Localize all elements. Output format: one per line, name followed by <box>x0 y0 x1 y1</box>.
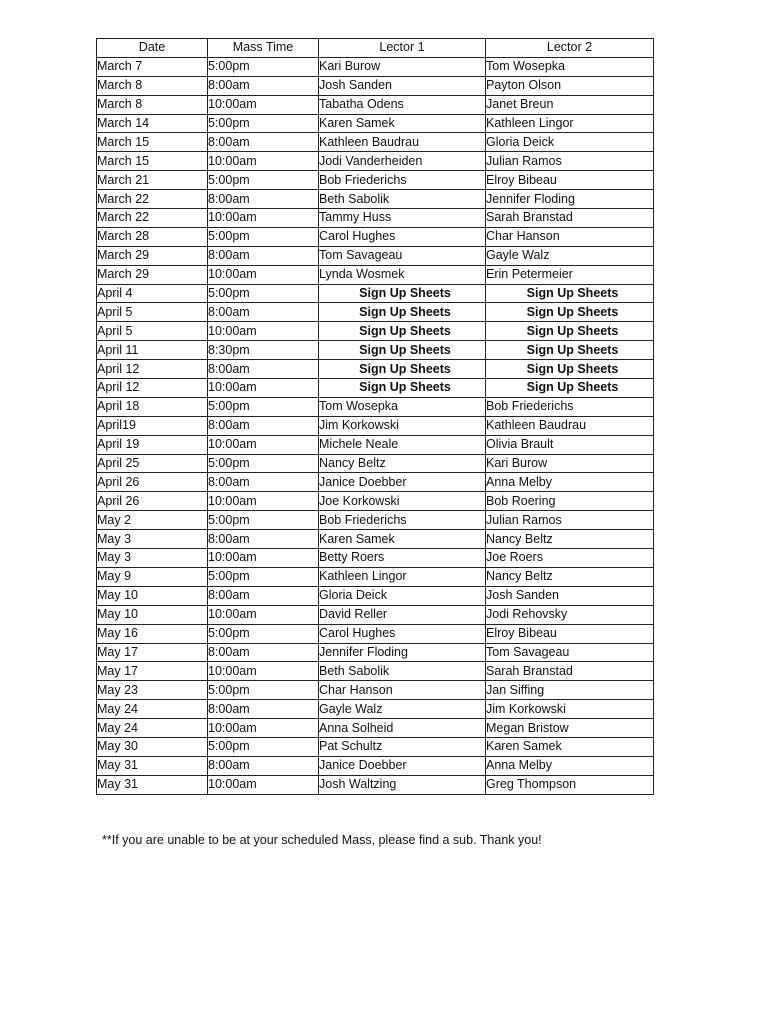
table-row <box>97 549 654 568</box>
date-cell: April19 <box>97 416 208 435</box>
lector-1-cell: Pat Schultz <box>319 737 486 756</box>
lector-1-cell: Gayle Walz <box>319 700 486 719</box>
column-header-lector-2: Lector 2 <box>486 39 654 58</box>
lector-2-cell: Sign Up Sheets <box>486 341 654 360</box>
date-cell: May 17 <box>97 662 208 681</box>
lector-2-cell: Jan Siffing <box>486 681 654 700</box>
lector-2-cell: Tom Wosepka <box>486 57 654 76</box>
lector-schedule-table <box>96 38 654 795</box>
mass-time-cell: 10:00am <box>208 662 319 681</box>
date-cell: April 5 <box>97 322 208 341</box>
table-row <box>97 341 654 360</box>
table-row <box>97 586 654 605</box>
date-cell: May 3 <box>97 530 208 549</box>
lector-2-cell: Sign Up Sheets <box>486 322 654 341</box>
table-row <box>97 719 654 738</box>
mass-time-cell: 10:00am <box>208 775 319 794</box>
mass-time-cell: 8:00am <box>208 303 319 322</box>
mass-time-cell: 8:00am <box>208 756 319 775</box>
table-row <box>97 360 654 379</box>
date-cell: April 12 <box>97 360 208 379</box>
lector-2-cell: Gayle Walz <box>486 246 654 265</box>
table-row <box>97 284 654 303</box>
lector-1-cell: Kathleen Baudrau <box>319 133 486 152</box>
table-row <box>97 492 654 511</box>
mass-time-cell: 5:00pm <box>208 681 319 700</box>
lector-1-cell: Gloria Deick <box>319 586 486 605</box>
lector-2-cell: Sign Up Sheets <box>486 284 654 303</box>
table-row <box>97 435 654 454</box>
date-cell: May 16 <box>97 624 208 643</box>
lector-1-cell: Janice Doebber <box>319 473 486 492</box>
date-cell: April 11 <box>97 341 208 360</box>
lector-2-cell: Erin Petermeier <box>486 265 654 284</box>
table-row <box>97 775 654 794</box>
lector-1-cell: Beth Sabolik <box>319 662 486 681</box>
lector-1-cell: Josh Waltzing <box>319 775 486 794</box>
lector-1-cell: Betty Roers <box>319 549 486 568</box>
table-row <box>97 737 654 756</box>
lector-2-cell: Gloria Deick <box>486 133 654 152</box>
lector-2-cell: Sign Up Sheets <box>486 379 654 398</box>
lector-1-cell: Carol Hughes <box>319 227 486 246</box>
mass-time-cell: 10:00am <box>208 605 319 624</box>
lector-1-cell: Jennifer Floding <box>319 643 486 662</box>
table-row <box>97 190 654 209</box>
lector-1-cell: Tammy Huss <box>319 209 486 228</box>
date-cell: March 8 <box>97 95 208 114</box>
table-row <box>97 662 654 681</box>
lector-1-cell: Jodi Vanderheiden <box>319 152 486 171</box>
lector-2-cell: Janet Breun <box>486 95 654 114</box>
date-cell: March 28 <box>97 227 208 246</box>
mass-time-cell: 8:00am <box>208 360 319 379</box>
lector-2-cell: Elroy Bibeau <box>486 171 654 190</box>
table-row <box>97 246 654 265</box>
date-cell: May 31 <box>97 756 208 775</box>
mass-time-cell: 5:00pm <box>208 284 319 303</box>
lector-2-cell: Elroy Bibeau <box>486 624 654 643</box>
lector-2-cell: Megan Bristow <box>486 719 654 738</box>
lector-1-cell: Janice Doebber <box>319 756 486 775</box>
table-row <box>97 322 654 341</box>
mass-time-cell: 10:00am <box>208 379 319 398</box>
table-row <box>97 379 654 398</box>
table-row <box>97 57 654 76</box>
lector-2-cell: Kathleen Lingor <box>486 114 654 133</box>
lector-2-cell: Sarah Branstad <box>486 662 654 681</box>
lector-1-cell: Carol Hughes <box>319 624 486 643</box>
table-row <box>97 152 654 171</box>
mass-time-cell: 5:00pm <box>208 227 319 246</box>
lector-2-cell: Sign Up Sheets <box>486 303 654 322</box>
date-cell: May 9 <box>97 567 208 586</box>
date-cell: April 5 <box>97 303 208 322</box>
footnote: **If you are unable to be at your scheduled Mass, please find a sub. Thank you! <box>102 833 542 847</box>
lector-2-cell: Olivia Brault <box>486 435 654 454</box>
mass-time-cell: 5:00pm <box>208 114 319 133</box>
table-row <box>97 756 654 775</box>
mass-time-cell: 10:00am <box>208 322 319 341</box>
mass-time-cell: 10:00am <box>208 435 319 454</box>
mass-time-cell: 8:00am <box>208 473 319 492</box>
table-row <box>97 209 654 228</box>
mass-time-cell: 8:00am <box>208 190 319 209</box>
lector-2-cell: Anna Melby <box>486 473 654 492</box>
lector-1-cell: Sign Up Sheets <box>319 322 486 341</box>
lector-2-cell: Josh Sanden <box>486 586 654 605</box>
table-row <box>97 76 654 95</box>
lector-1-cell: Jim Korkowski <box>319 416 486 435</box>
mass-time-cell: 5:00pm <box>208 511 319 530</box>
lector-2-cell: Nancy Beltz <box>486 567 654 586</box>
table-row <box>97 454 654 473</box>
lector-1-cell: Sign Up Sheets <box>319 341 486 360</box>
table-row <box>97 227 654 246</box>
mass-time-cell: 8:00am <box>208 643 319 662</box>
lector-2-cell: Sign Up Sheets <box>486 360 654 379</box>
date-cell: March 22 <box>97 209 208 228</box>
table-body <box>97 57 654 794</box>
lector-1-cell: Char Hanson <box>319 681 486 700</box>
table-row <box>97 416 654 435</box>
lector-1-cell: Bob Friederichs <box>319 171 486 190</box>
lector-1-cell: Karen Samek <box>319 114 486 133</box>
date-cell: May 24 <box>97 719 208 738</box>
date-cell: May 2 <box>97 511 208 530</box>
lector-2-cell: Kari Burow <box>486 454 654 473</box>
mass-time-cell: 8:30pm <box>208 341 319 360</box>
lector-1-cell: David Reller <box>319 605 486 624</box>
table-row <box>97 700 654 719</box>
lector-2-cell: Jodi Rehovsky <box>486 605 654 624</box>
date-cell: April 18 <box>97 397 208 416</box>
date-cell: May 17 <box>97 643 208 662</box>
mass-time-cell: 8:00am <box>208 700 319 719</box>
lector-2-cell: Kathleen Baudrau <box>486 416 654 435</box>
table-row <box>97 171 654 190</box>
table-row <box>97 511 654 530</box>
table-row <box>97 624 654 643</box>
table-row <box>97 133 654 152</box>
lector-2-cell: Bob Friederichs <box>486 397 654 416</box>
lector-1-cell: Tom Wosepka <box>319 397 486 416</box>
column-header-mass-time: Mass Time <box>208 39 319 58</box>
mass-time-cell: 8:00am <box>208 76 319 95</box>
lector-1-cell: Sign Up Sheets <box>319 379 486 398</box>
lector-2-cell: Sarah Branstad <box>486 209 654 228</box>
date-cell: April 19 <box>97 435 208 454</box>
lector-1-cell: Sign Up Sheets <box>319 284 486 303</box>
table-row <box>97 114 654 133</box>
lector-2-cell: Char Hanson <box>486 227 654 246</box>
mass-time-cell: 5:00pm <box>208 171 319 190</box>
date-cell: March 14 <box>97 114 208 133</box>
lector-1-cell: Sign Up Sheets <box>319 360 486 379</box>
lector-1-cell: Bob Friederichs <box>319 511 486 530</box>
date-cell: March 15 <box>97 133 208 152</box>
mass-time-cell: 8:00am <box>208 416 319 435</box>
date-cell: March 21 <box>97 171 208 190</box>
table-row <box>97 567 654 586</box>
mass-time-cell: 5:00pm <box>208 737 319 756</box>
mass-time-cell: 10:00am <box>208 265 319 284</box>
lector-2-cell: Bob Roering <box>486 492 654 511</box>
date-cell: May 31 <box>97 775 208 794</box>
table-row <box>97 681 654 700</box>
mass-time-cell: 5:00pm <box>208 624 319 643</box>
table-row <box>97 473 654 492</box>
lector-2-cell: Julian Ramos <box>486 152 654 171</box>
lector-2-cell: Payton Olson <box>486 76 654 95</box>
lector-2-cell: Julian Ramos <box>486 511 654 530</box>
date-cell: March 8 <box>97 76 208 95</box>
date-cell: March 29 <box>97 246 208 265</box>
mass-time-cell: 10:00am <box>208 95 319 114</box>
date-cell: April 4 <box>97 284 208 303</box>
lector-1-cell: Josh Sanden <box>319 76 486 95</box>
mass-time-cell: 8:00am <box>208 530 319 549</box>
table-row <box>97 530 654 549</box>
lector-2-cell: Jennifer Floding <box>486 190 654 209</box>
lector-1-cell: Karen Samek <box>319 530 486 549</box>
lector-2-cell: Nancy Beltz <box>486 530 654 549</box>
date-cell: April 12 <box>97 379 208 398</box>
date-cell: April 25 <box>97 454 208 473</box>
date-cell: May 30 <box>97 737 208 756</box>
date-cell: March 15 <box>97 152 208 171</box>
lector-2-cell: Jim Korkowski <box>486 700 654 719</box>
date-cell: March 7 <box>97 57 208 76</box>
lector-1-cell: Anna Solheid <box>319 719 486 738</box>
column-header-date: Date <box>97 39 208 58</box>
date-cell: May 10 <box>97 605 208 624</box>
table-header <box>97 39 654 58</box>
date-cell: May 24 <box>97 700 208 719</box>
lector-2-cell: Tom Savageau <box>486 643 654 662</box>
lector-1-cell: Tabatha Odens <box>319 95 486 114</box>
lector-1-cell: Sign Up Sheets <box>319 303 486 322</box>
mass-time-cell: 10:00am <box>208 152 319 171</box>
lector-1-cell: Kari Burow <box>319 57 486 76</box>
mass-time-cell: 10:00am <box>208 492 319 511</box>
mass-time-cell: 8:00am <box>208 246 319 265</box>
table-row <box>97 95 654 114</box>
lector-1-cell: Beth Sabolik <box>319 190 486 209</box>
lector-2-cell: Anna Melby <box>486 756 654 775</box>
lector-1-cell: Tom Savageau <box>319 246 486 265</box>
date-cell: March 22 <box>97 190 208 209</box>
mass-time-cell: 10:00am <box>208 549 319 568</box>
table-row <box>97 643 654 662</box>
lector-1-cell: Joe Korkowski <box>319 492 486 511</box>
date-cell: April 26 <box>97 473 208 492</box>
table-row <box>97 397 654 416</box>
lector-1-cell: Nancy Beltz <box>319 454 486 473</box>
date-cell: May 23 <box>97 681 208 700</box>
lector-1-cell: Lynda Wosmek <box>319 265 486 284</box>
mass-time-cell: 8:00am <box>208 586 319 605</box>
lector-1-cell: Michele Neale <box>319 435 486 454</box>
date-cell: March 29 <box>97 265 208 284</box>
mass-time-cell: 10:00am <box>208 209 319 228</box>
date-cell: April 26 <box>97 492 208 511</box>
mass-time-cell: 5:00pm <box>208 454 319 473</box>
date-cell: May 3 <box>97 549 208 568</box>
header-row <box>97 39 654 58</box>
lector-2-cell: Joe Roers <box>486 549 654 568</box>
mass-time-cell: 8:00am <box>208 133 319 152</box>
mass-time-cell: 5:00pm <box>208 397 319 416</box>
lector-1-cell: Kathleen Lingor <box>319 567 486 586</box>
mass-time-cell: 5:00pm <box>208 567 319 586</box>
table-row <box>97 265 654 284</box>
lector-2-cell: Greg Thompson <box>486 775 654 794</box>
column-header-lector-1: Lector 1 <box>319 39 486 58</box>
date-cell: May 10 <box>97 586 208 605</box>
mass-time-cell: 10:00am <box>208 719 319 738</box>
mass-time-cell: 5:00pm <box>208 57 319 76</box>
lector-2-cell: Karen Samek <box>486 737 654 756</box>
table-row <box>97 605 654 624</box>
table-row <box>97 303 654 322</box>
